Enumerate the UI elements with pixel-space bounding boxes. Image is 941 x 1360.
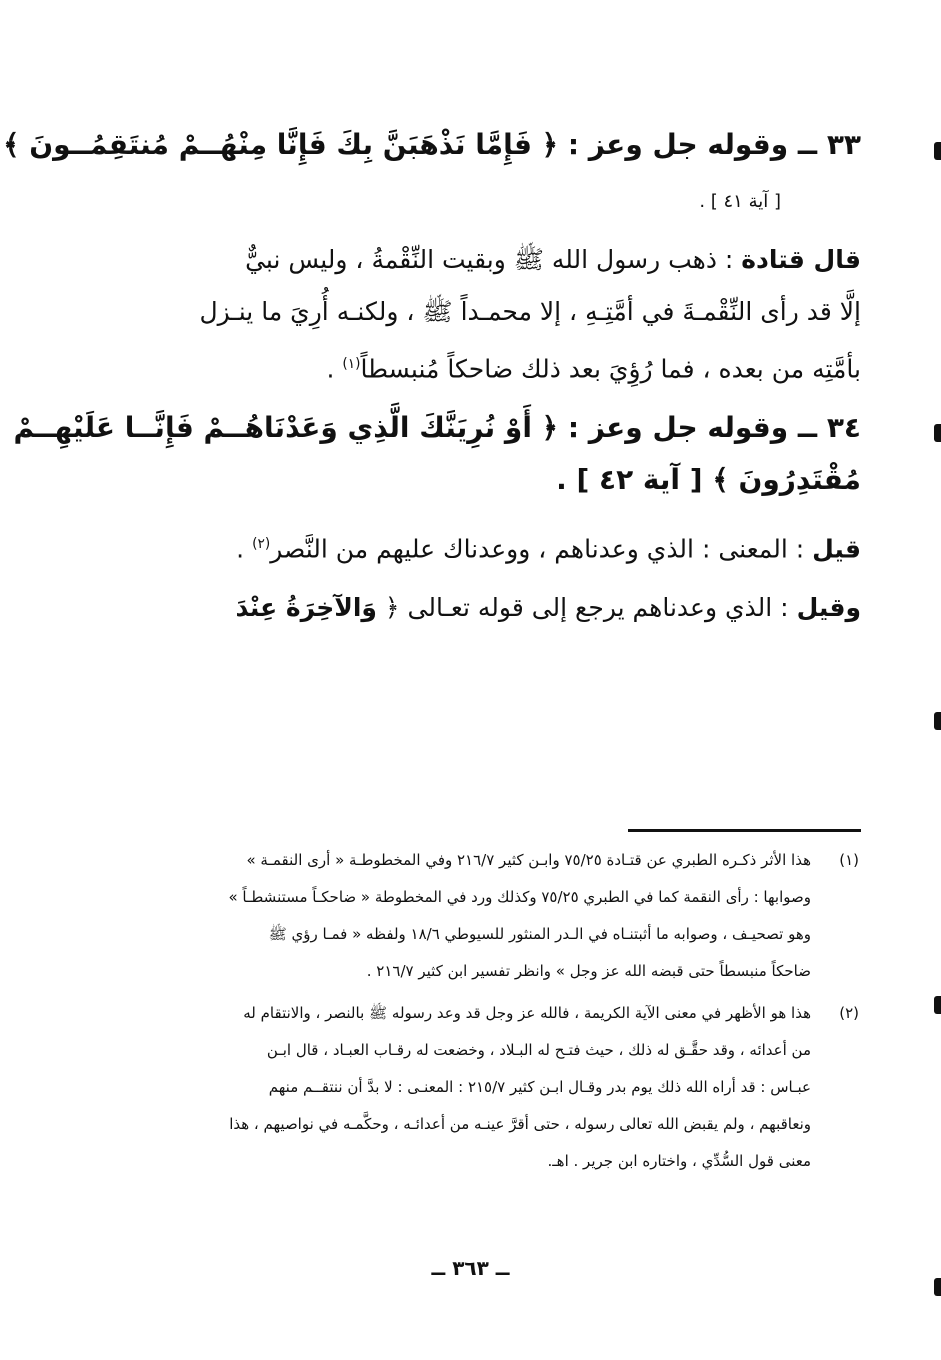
footnote-2-line-2: من أعدائه ، وقد حقَّـق له ذلك ، حيث فتـح له البـلاد ، وخضعت له رقـاب العبـاد ، قال ابـن — [266, 1041, 811, 1059]
edge-mark-2 — [934, 424, 941, 442]
footnote-2-number: (٢) — [839, 1004, 859, 1022]
verse-33-line-1: ٣٣ ــ وقوله جل وعز : ﴿ فَإِمَّا نَذْهَبَنَّ بِكَ فَإِنَّا مِنْهُــمْ مُنتَقِمُــونَ ﴾ — [3, 128, 861, 161]
qatada-text-1: : ذهب رسول الله ﷺ وبقيت النِّقْمةُ ، وليس نبيٌّ — [245, 245, 734, 274]
qatada-line-2: إلَّا قد رأى النِّقْمـةَ في أمَّتِـهِ ، إلا محمـداً ﷺ ، ولكنـه أُرِيَ ما ينـزل — [199, 297, 861, 326]
edge-mark-4 — [934, 996, 941, 1014]
footnote-2-line-4: ونعاقبهم ، ولم يقبض الله تعالى رسوله ، حتى أقرَّ عينـه من أعدائـه ، وحكَّمـه في نواصيهم ، هذا — [229, 1115, 811, 1133]
qil-2-quote: وَالآخِرَةُ عِنْدَ — [235, 593, 377, 622]
footnote-2-line-5: معنى قول السُّدِّي ، واختاره ابن جرير . اهـ. — [547, 1152, 811, 1170]
qil-2-speaker: وقيل — [796, 593, 861, 622]
footnote-2-line-1: هذا هو الأظهر في معنى الآية الكريمة ، فالله عز وجل قد وعد رسوله ﷺ بالنصر ، والانتقام له — [243, 1004, 811, 1022]
qatada-line-1 — [245, 240, 861, 280]
footnote-1-line-2: وصوابها : رأى النقمة كما في الطبري ٧٥/٢٥ وكذلك ورد في المخطوطة « ضاحكـاً مستنشطـاً » — [228, 888, 811, 906]
footnote-1-number: (١) — [839, 851, 859, 869]
edge-mark-5 — [934, 1278, 941, 1296]
footnote-2-line-3: عبـاس : قد أراه الله ذلك يوم بدر وقـال ابـن كثير ٢١٥/٧ : المعنـى : لا بدَّ أن ننتقــم منهم — [268, 1078, 811, 1096]
footnote-separator — [628, 829, 861, 832]
footnote-1-line-4: ضاحكاً منبسطاً حتى قبضه الله عز وجل » وانظر تفسير ابن كثير ٢١٦/٧ . — [366, 962, 811, 980]
footnote-1-line-3: وهو تصحيـف ، وصوابه ما أثبتنـاه في الـدر المنثور للسيوطي ١٨/٦ ولفظه « فمـا رؤي ﷺ — [268, 925, 811, 943]
edge-mark-3 — [934, 712, 941, 730]
qatada-end: . — [326, 354, 335, 384]
qatada-line-3 — [326, 344, 861, 389]
qil-1-speaker: قيل — [812, 534, 861, 564]
verse-34-line-2: مُقْتَدِرُونَ ﴾ [ آية ٤٢ ] . — [556, 463, 861, 496]
footnote-ref-1[interactable]: (١) — [342, 356, 361, 372]
verse-34-line-1: ٣٤ ــ وقوله جل وعز : ﴿ أَوْ نُرِيَنَّكَ الَّذِي وَعَدْنَاهُــمْ فَإِنَّــا عَلَيْهِــمْ — [13, 411, 861, 444]
qil-2-text: : الذي وعدناهم يرجع إلى قوله تعـالى ﴿ — [384, 593, 789, 622]
qil-2-line — [235, 588, 861, 628]
edge-mark-1 — [934, 142, 941, 160]
qil-1-line — [236, 524, 861, 569]
qatada-text-3: بأمَّتِه من بعده ، فما رُؤِيَ بعد ذلك ضاحكاً مُنبسطاً — [360, 354, 861, 384]
verse-33-ayah-ref: [ آية ٤١ ] . — [699, 191, 781, 212]
qil-1-end: . — [236, 534, 245, 564]
footnote-ref-2[interactable]: (٢) — [252, 536, 271, 552]
footnote-1-line-1: هذا الأثر ذكـره الطبري عن قتـادة ٧٥/٢٥ وابـن كثير ٢١٦/٧ وفي المخطوطـة « أرى النقمـة » — [246, 851, 811, 869]
qil-1-text: : المعنى : الذي وعدناهم ، ووعدناك عليهم من النَّصر — [270, 534, 805, 564]
page-number: ــ ٣٦٣ ــ — [431, 1256, 510, 1280]
qatada-speaker: قال قتادة — [741, 245, 861, 274]
